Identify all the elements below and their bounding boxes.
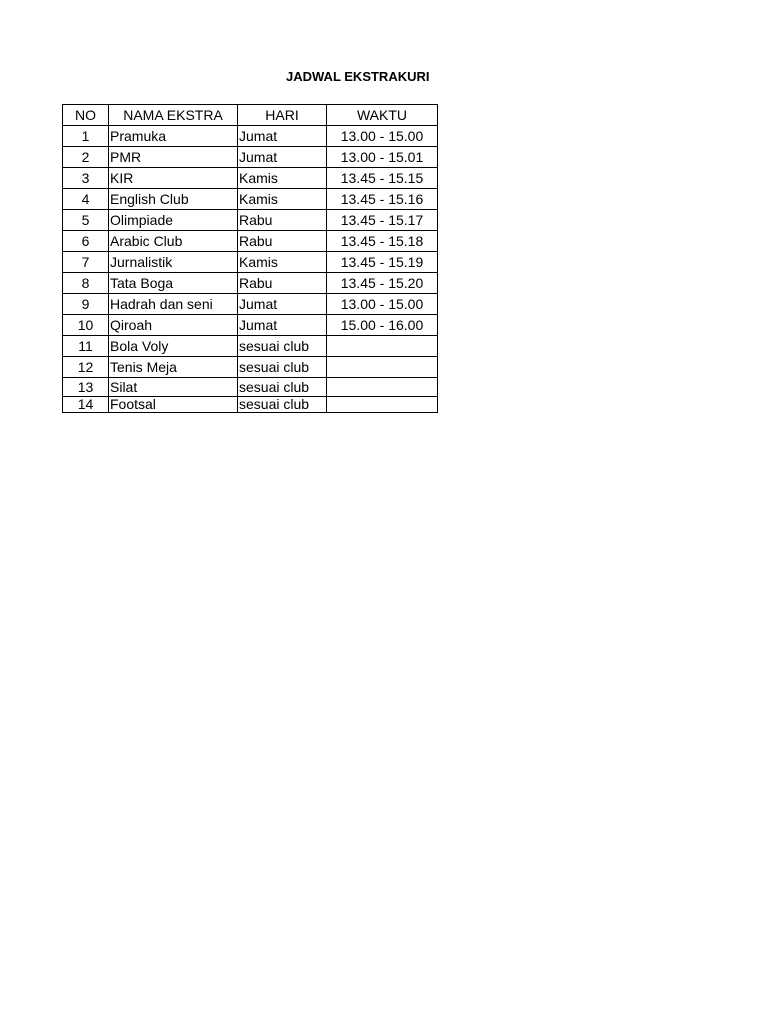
cell-time: [327, 378, 438, 397]
cell-time: 13.45 - 15.17: [327, 210, 438, 231]
cell-time: [327, 336, 438, 357]
cell-day: sesuai club: [238, 336, 327, 357]
cell-time: 13.45 - 15.20: [327, 273, 438, 294]
cell-day: Rabu: [238, 210, 327, 231]
cell-name: Footsal: [109, 397, 238, 413]
cell-name: Tata Boga: [109, 273, 238, 294]
cell-no: 1: [63, 126, 109, 147]
cell-no: 9: [63, 294, 109, 315]
cell-name: English Club: [109, 189, 238, 210]
cell-name: Pramuka: [109, 126, 238, 147]
header-no: NO: [63, 105, 109, 126]
table-row: [63, 126, 438, 147]
cell-no: 8: [63, 273, 109, 294]
header-name: NAMA EKSTRA: [109, 105, 238, 126]
cell-name: Arabic Club: [109, 231, 238, 252]
cell-time: [327, 397, 438, 413]
cell-name: Silat: [109, 378, 238, 397]
table-row: [63, 294, 438, 315]
cell-name: Hadrah dan seni: [109, 294, 238, 315]
cell-time: 13.00 - 15.01: [327, 147, 438, 168]
cell-time: 13.45 - 15.16: [327, 189, 438, 210]
cell-time: 13.00 - 15.00: [327, 294, 438, 315]
table-row: [63, 336, 438, 357]
cell-day: Jumat: [238, 126, 327, 147]
cell-day: Jumat: [238, 315, 327, 336]
header-day: HARI: [238, 105, 327, 126]
cell-no: 2: [63, 147, 109, 168]
cell-no: 3: [63, 168, 109, 189]
table-row: [63, 315, 438, 336]
cell-name: Jurnalistik: [109, 252, 238, 273]
cell-no: 6: [63, 231, 109, 252]
cell-day: Jumat: [238, 147, 327, 168]
table-row: [63, 252, 438, 273]
cell-no: 10: [63, 315, 109, 336]
table-row: [63, 147, 438, 168]
cell-day: Rabu: [238, 273, 327, 294]
page-title: JADWAL EKSTRAKURI: [286, 69, 430, 84]
table-row: [63, 378, 438, 397]
cell-no: 12: [63, 357, 109, 378]
cell-time: [327, 357, 438, 378]
cell-day: Kamis: [238, 189, 327, 210]
cell-time: 13.45 - 15.19: [327, 252, 438, 273]
table-row: [63, 189, 438, 210]
cell-no: 14: [63, 397, 109, 413]
cell-day: sesuai club: [238, 397, 327, 413]
header-time: WAKTU: [327, 105, 438, 126]
cell-day: Kamis: [238, 168, 327, 189]
cell-time: 13.45 - 15.18: [327, 231, 438, 252]
table-row: [63, 210, 438, 231]
cell-name: Olimpiade: [109, 210, 238, 231]
cell-day: Jumat: [238, 294, 327, 315]
cell-day: Rabu: [238, 231, 327, 252]
table-row: [63, 168, 438, 189]
cell-name: Tenis Meja: [109, 357, 238, 378]
cell-no: 5: [63, 210, 109, 231]
cell-name: KIR: [109, 168, 238, 189]
cell-time: 13.00 - 15.00: [327, 126, 438, 147]
cell-time: 15.00 - 16.00: [327, 315, 438, 336]
cell-no: 13: [63, 378, 109, 397]
cell-no: 7: [63, 252, 109, 273]
table-row: [63, 273, 438, 294]
schedule-table: [62, 104, 438, 413]
table-row: [63, 357, 438, 378]
cell-name: PMR: [109, 147, 238, 168]
cell-name: Qiroah: [109, 315, 238, 336]
table-row: [63, 397, 438, 413]
cell-day: sesuai club: [238, 378, 327, 397]
cell-day: Kamis: [238, 252, 327, 273]
cell-time: 13.45 - 15.15: [327, 168, 438, 189]
table-header-row: [63, 105, 438, 126]
cell-name: Bola Voly: [109, 336, 238, 357]
cell-no: 4: [63, 189, 109, 210]
cell-day: sesuai club: [238, 357, 327, 378]
table-row: [63, 231, 438, 252]
cell-no: 11: [63, 336, 109, 357]
